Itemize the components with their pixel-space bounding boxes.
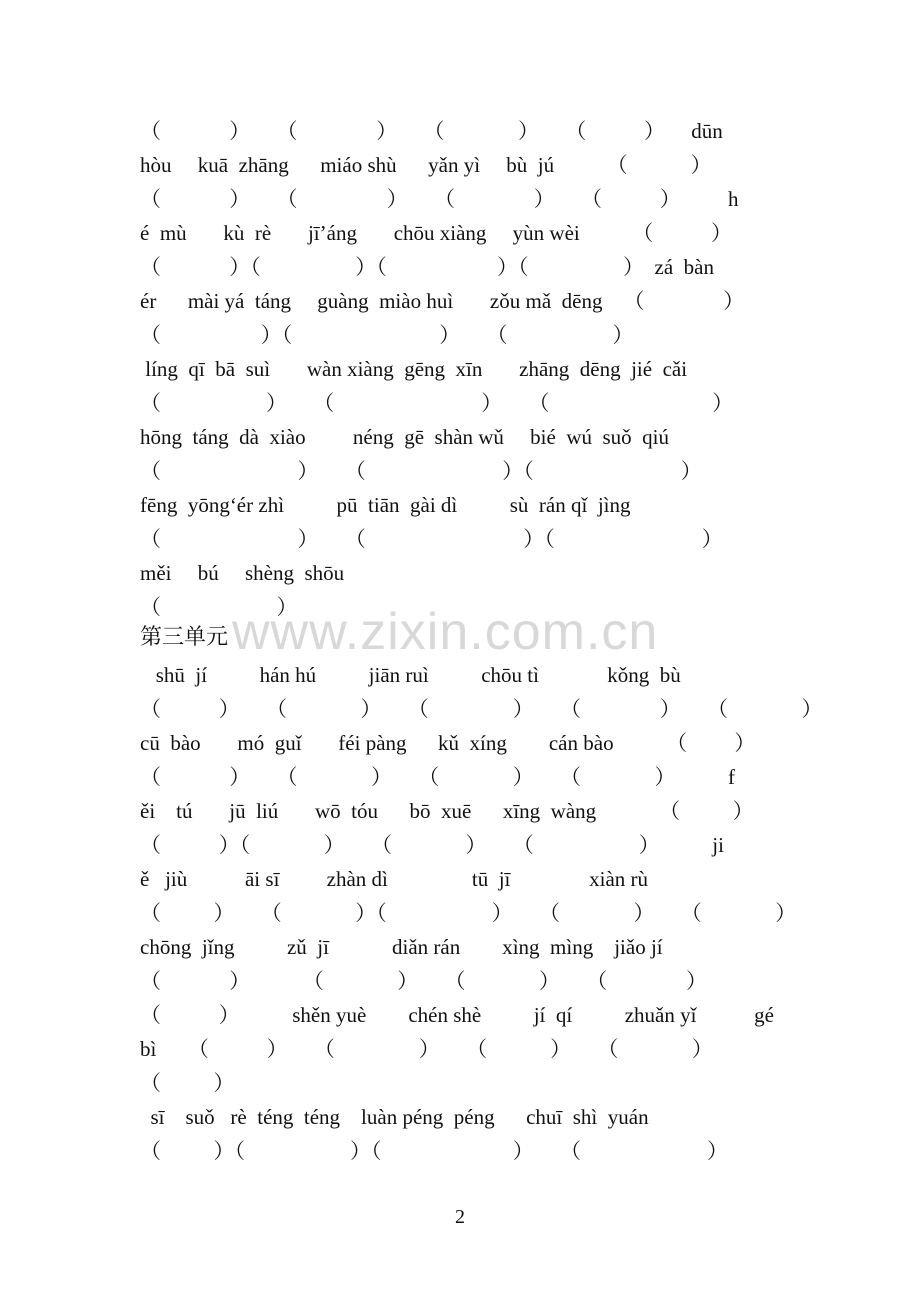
text-line: sī suǒ rè téng téng luàn péng péng chuī shì yuán [140, 1105, 649, 1129]
text-line: （ ） （ ） （ ） （ ） （ ） [140, 697, 823, 721]
text-line: （ ）（ ） （ ） [140, 323, 634, 347]
text-line: é mù kù rè jī’áng chōu xiàng yùn wèi （ ） [140, 221, 732, 245]
text-line: （ ）（ ） （ ） （ ） ji [140, 833, 724, 857]
text-line: （ ） [140, 595, 298, 619]
text-line: měi bú shèng shōu [140, 561, 345, 585]
text-line: （ ）（ ）（ ）（ ） zá bàn [140, 255, 714, 279]
text-line: líng qī bā suì wàn xiàng gēng xīn zhāng dēng jié cǎi [140, 357, 688, 381]
text-line: （ ） （ ） （ ） （ ） dūn [140, 119, 723, 143]
unit-heading: 第三单元 [140, 624, 229, 649]
text-line: （ ）（ ）（ ） （ ） [140, 1139, 728, 1163]
text-line: （ ） （ ） （ ） （ ） h [140, 187, 739, 211]
text-line: （ ） （ ） （ ） [140, 391, 734, 415]
text-line: （ ） （ ）（ ） [140, 527, 723, 551]
text-line: （ ） （ ） （ ） （ ） f [140, 765, 735, 789]
page-number: 2 [455, 1206, 465, 1228]
text-line: ěi tú jū liú wō tóu bō xuē xīng wàng （ ） [140, 799, 754, 823]
text-line: ě jiù āi sī zhàn dì tū jī xiàn rù [140, 867, 649, 891]
text-line: cū bào mó guǐ féi pàng kǔ xíng cán bào （ ） [140, 731, 756, 755]
text-line: ér mài yá táng guàng miào huì zǒu mǎ dēng （ ） [140, 289, 745, 313]
text-line: （ ） shěn yuè chén shè jí qí zhuǎn yǐ gé [140, 1003, 774, 1027]
text-line: （ ） （ ）（ ） （ ） （ ） [140, 901, 797, 925]
text-line: （ ） [140, 1071, 235, 1095]
text-line: bì （ ） （ ） （ ） （ ） [140, 1037, 713, 1061]
text-line: hòu kuā zhāng miáo shù yǎn yì bù jú （ ） [140, 153, 712, 177]
text-line: （ ） （ ） （ ） （ ） [140, 969, 707, 993]
text-line: fēng yōng‘ér zhì pū tiān gài dì sù rán qǐ jìng [140, 493, 631, 517]
text-line: hōng táng dà xiào néng gē shàn wǔ bié wú suǒ qiú [140, 425, 670, 449]
watermark: www.zixin.com.cn [232, 603, 659, 661]
text-line: （ ） （ ）（ ） [140, 459, 702, 483]
text-line: chōng jǐng zǔ jī diǎn rán xìng mìng jiǎo jí [140, 935, 663, 959]
text-line: shū jí hán hú jiān ruì chōu tì kǒng bù [140, 663, 681, 687]
